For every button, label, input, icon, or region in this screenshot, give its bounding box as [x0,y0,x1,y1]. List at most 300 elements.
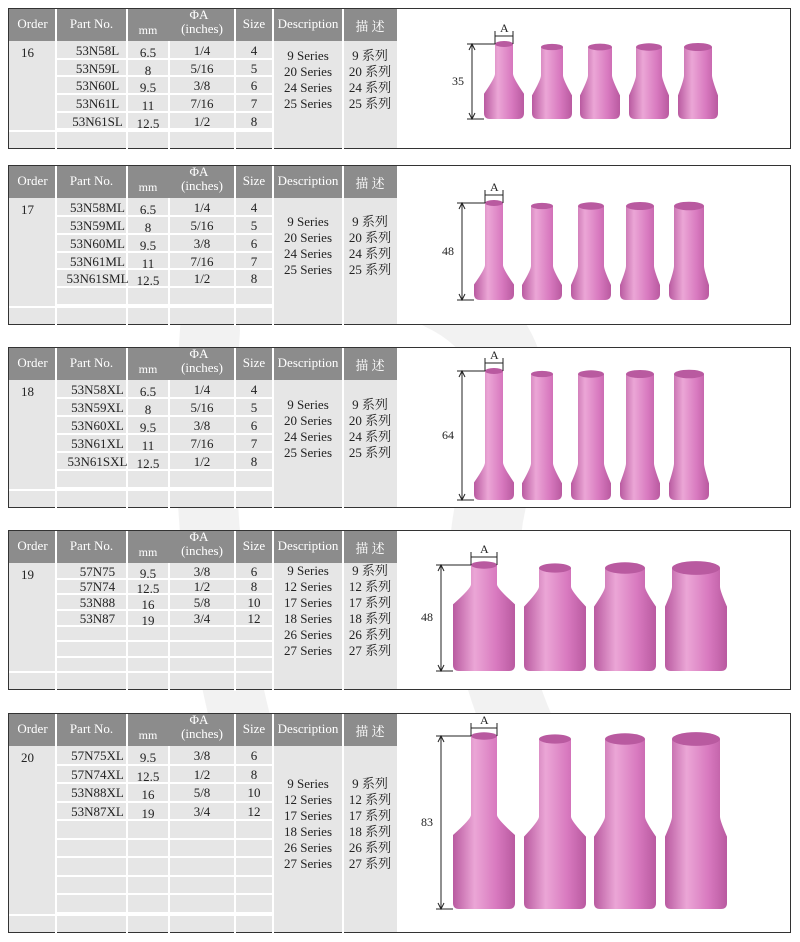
size-value: 6 [250,78,258,94]
ceramic-nozzle [474,371,514,500]
part-number: 53N88 [79,595,116,611]
series-cn: 24 系列 [348,246,392,261]
header-divider [55,9,57,41]
ceramic-nozzle [532,47,572,119]
series-cn: 18 系列 [348,824,392,839]
header-divider [55,166,57,198]
nozzle-opening [605,562,645,573]
series-cn: 17 系列 [348,595,392,610]
diameter-mm: 6.5 [139,201,157,217]
height-label: 83 [421,814,433,829]
nozzle-opening [531,371,553,377]
part-number: 53N87XL [71,803,124,819]
order-number: 17 [21,202,34,217]
series-en: 12 Series [283,579,333,594]
diameter-inches: 7/16 [190,253,214,269]
diameter-mm: 9.5 [139,420,157,435]
header-description: Description [277,173,339,188]
ceramic-nozzle [665,739,727,909]
part-number: 53N61SML [66,271,129,287]
ceramic-nozzle [571,374,611,500]
size-value: 8 [250,579,258,595]
a-label: A [480,542,489,556]
ceramic-nozzle [571,206,611,300]
diameter-inches: 3/8 [193,418,211,433]
diameter-mm: 8 [144,62,152,78]
nozzle-opening [485,368,503,374]
product-section-19 [8,530,791,690]
spec-table [9,9,397,148]
size-value: 8 [250,766,258,782]
part-number: 57N75XL [71,748,124,764]
header-divider [55,531,57,563]
header-mm: mm [138,545,158,559]
ceramic-nozzle [474,203,514,300]
header-mm: mm [138,23,158,37]
spec-table [9,531,397,689]
nozzle-opening [541,44,563,50]
row-divider [56,875,273,877]
part-number: 53N61XL [71,436,124,451]
diameter-mm: 12.5 [136,581,160,597]
a-label: A [490,348,499,362]
series-en: 27 Series [283,856,333,871]
diameter-inches: 1/2 [193,113,211,129]
part-number: 53N60L [75,78,120,94]
header-description: Description [277,16,339,31]
product-image [397,166,790,324]
header-order: Order [17,173,48,188]
part-number: 53N61SL [72,113,123,129]
series-en: 9 Series [287,563,329,578]
diameter-inches: 5/8 [193,595,211,611]
nozzle-opening [636,43,662,50]
header-size: Size [242,16,266,31]
diameter-inches: 1/2 [193,766,211,782]
header-order: Order [17,355,48,370]
series-cn: 17 系列 [348,808,392,823]
product-image [397,714,790,932]
ceramic-nozzle [669,374,709,500]
header-desc-cn: 描 述 [355,541,385,556]
ceramic-nozzle [524,739,586,909]
nozzle-opening [578,202,604,209]
series-cn: 25 系列 [348,95,392,111]
diameter-mm: 19 [141,805,155,821]
diameter-mm: 19 [141,612,155,628]
series-en: 9 Series [287,214,329,229]
header-divider [55,714,57,746]
series-cn: 24 系列 [348,79,392,95]
header-phi-a: ΦA [189,529,209,544]
header-phi-a: ΦA [189,346,209,361]
nozzle-opening [495,41,513,47]
diameter-inches: 7/16 [190,95,214,111]
header-divider [234,531,236,563]
header-divider [342,531,344,563]
row-divider [56,838,273,840]
nozzle-opening [672,561,720,575]
part-number: 53N61ML [70,253,125,269]
header-inches: (inches) [181,21,223,36]
order-number: 18 [21,384,34,399]
header-inches: (inches) [181,543,223,558]
series-cn: 26 系列 [348,627,392,642]
series-en: 24 Series [283,246,333,261]
nozzle-opening [588,44,612,51]
size-value: 6 [250,748,258,764]
size-value: 7 [250,253,258,269]
series-cn: 20 系列 [348,63,392,79]
ceramic-nozzle [620,206,660,300]
diameter-inches: 3/8 [193,78,211,94]
header-inches: (inches) [181,360,223,375]
header-phi-a: ΦA [189,7,209,22]
diameter-inches: 5/16 [190,60,214,76]
part-number: 53N61L [75,95,120,111]
diameter-mm: 16 [141,787,155,803]
series-cn: 12 系列 [348,792,392,807]
header-phi-a: ΦA [189,712,209,727]
diameter-inches: 3/8 [193,748,211,764]
a-label: A [500,21,509,35]
nozzle-illustration [397,714,790,932]
header-divider [342,166,344,198]
size-value: 6 [250,418,258,433]
series-en: 20 Series [283,230,333,245]
diameter-inches: 3/4 [193,610,211,626]
ceramic-nozzle [484,44,524,119]
diameter-mm: 11 [141,255,155,271]
part-number: 53N58L [75,42,120,58]
header-divider [126,348,128,380]
size-value: 10 [247,785,261,801]
product-section-16 [8,8,791,149]
series-en: 27 Series [283,643,333,658]
nozzle-opening [626,370,654,378]
column-divider [55,746,57,934]
diameter-mm: 12.5 [136,273,160,289]
ceramic-nozzle [594,568,656,671]
header-divider [126,531,128,563]
header-inches: (inches) [181,178,223,193]
ceramic-nozzle [453,736,515,909]
diameter-mm: 12.5 [136,115,160,131]
header-divider [234,166,236,198]
header-description: Description [277,355,339,370]
series-cn: 25 系列 [348,444,392,460]
header-description: Description [277,721,339,736]
header-order: Order [17,538,48,553]
part-number: 53N60XL [71,418,124,433]
part-number: 57N74 [79,579,116,595]
diameter-mm: 6.5 [139,44,157,60]
series-cn: 27 系列 [348,856,392,871]
series-cn: 26 系列 [348,840,392,855]
ceramic-nozzle [580,47,620,119]
series-cn: 27 系列 [348,643,392,658]
order-number: 19 [21,567,34,582]
height-label: 64 [442,427,454,442]
diameter-mm: 9.5 [139,750,157,766]
table-footer-line [9,489,273,491]
ceramic-nozzle [522,374,562,500]
series-en: 17 Series [283,595,333,610]
product-image [397,348,790,507]
size-value: 4 [250,382,258,397]
part-number: 57N75 [79,563,116,579]
diameter-mm: 11 [141,438,155,453]
size-value: 8 [250,271,258,287]
table-header [9,166,397,198]
header-divider [234,9,236,41]
header-divider [342,348,344,380]
table-header [9,9,397,41]
diameter-inches: 5/16 [190,400,214,415]
table-footer-line [9,306,273,308]
row-divider [56,893,273,895]
diameter-inches: 7/16 [190,436,214,451]
header-part-no: Part No. [69,721,114,736]
nozzle-opening [626,202,654,210]
a-label: A [490,180,499,194]
part-number: 53N60ML [70,235,125,251]
series-en: 26 Series [283,840,333,855]
header-desc-cn: 描 述 [355,19,385,34]
series-cn: 12 系列 [348,579,392,594]
row-divider [56,640,273,642]
order-number: 16 [21,45,34,60]
series-en: 25 Series [283,262,333,277]
series-en: 26 Series [283,627,333,642]
size-value: 6 [250,235,258,251]
diameter-inches: 5/8 [193,785,211,801]
order-number: 20 [21,750,34,765]
diameter-inches: 1/4 [193,42,211,58]
nozzle-opening [684,43,712,51]
part-number: 53N59XL [71,400,124,415]
header-mm: mm [138,362,158,376]
header-part-no: Part No. [69,355,114,370]
ceramic-nozzle [594,739,656,909]
diameter-inches: 1/4 [193,199,211,215]
header-size: Size [242,173,266,188]
series-cn: 20 系列 [348,412,392,428]
series-cn: 9 系列 [352,47,388,63]
nozzle-illustration [397,166,790,324]
diameter-mm: 8 [144,402,152,417]
nozzle-illustration [397,348,790,507]
nozzle-opening [674,202,704,211]
part-number: 57N74XL [71,766,124,782]
ceramic-nozzle [629,47,669,119]
size-value: 5 [250,400,258,415]
product-section-20 [8,713,791,933]
part-number: 53N59ML [70,217,125,233]
diameter-inches: 5/16 [190,217,214,233]
part-number: 53N88XL [71,785,124,801]
nozzle-illustration [397,531,790,689]
a-label: A [480,714,489,727]
series-en: 24 Series [283,428,333,444]
nozzle-opening [485,200,503,206]
table-header [9,714,397,746]
diameter-inches: 3/8 [193,235,211,251]
nozzle-opening [605,733,645,744]
part-number: 53N87 [79,610,116,626]
size-value: 7 [250,95,258,111]
table-header [9,531,397,563]
size-value: 5 [250,60,258,76]
header-divider [272,9,274,41]
series-cn: 25 系列 [348,262,392,277]
size-value: 4 [250,42,258,58]
diameter-mm: 6.5 [139,384,157,399]
table-header [9,348,397,380]
diameter-inches: 3/4 [193,803,211,819]
product-image [397,9,790,148]
size-value: 5 [250,217,258,233]
part-number: 53N59L [75,60,120,76]
header-desc-cn: 描 述 [355,176,385,191]
size-value: 8 [250,454,258,469]
header-divider [126,9,128,41]
header-mm: mm [138,728,158,742]
header-divider [342,9,344,41]
diameter-mm: 16 [141,597,155,613]
size-value: 8 [250,113,258,129]
series-en: 9 Series [287,47,329,63]
header-size: Size [242,355,266,370]
header-desc-cn: 描 述 [355,724,385,739]
header-inches: (inches) [181,726,223,741]
series-cn: 9 系列 [352,396,388,412]
header-divider [342,714,344,746]
series-en: 20 Series [283,63,333,79]
series-cn: 24 系列 [348,428,392,444]
size-value: 12 [247,610,261,626]
diameter-inches: 1/4 [193,382,211,397]
table-footer-line [9,914,273,916]
header-order: Order [17,16,48,31]
row-divider [56,856,273,858]
header-divider [234,714,236,746]
series-cn: 20 系列 [348,230,392,245]
ceramic-nozzle [524,568,586,671]
diameter-inches: 3/8 [193,563,211,579]
diameter-mm: 12.5 [136,456,160,471]
header-divider [126,166,128,198]
header-phi-a: ΦA [189,164,209,179]
series-en: 9 Series [287,776,329,791]
header-divider [234,348,236,380]
header-desc-cn: 描 述 [355,358,385,373]
part-number: 53N58XL [71,382,124,397]
series-en: 12 Series [283,792,333,807]
nozzle-opening [578,370,604,377]
nozzle-opening [674,370,704,379]
series-cn: 9 系列 [352,214,388,229]
series-en: 25 Series [283,95,333,111]
series-en: 18 Series [283,824,333,839]
part-number: 53N61SXL [67,454,128,469]
row-divider [56,656,273,658]
header-part-no: Part No. [69,538,114,553]
diameter-mm: 9.5 [139,237,157,253]
header-divider [272,531,274,563]
ceramic-nozzle [522,206,562,300]
table-footer-line [9,671,273,673]
product-section-17 [8,165,791,325]
diameter-inches: 1/2 [193,579,211,595]
ceramic-nozzle [453,565,515,671]
header-mm: mm [138,180,158,194]
column-divider [55,41,57,150]
height-label: 35 [452,73,464,88]
series-en: 25 Series [283,444,333,460]
nozzle-opening [531,203,553,209]
header-description: Description [277,538,339,553]
header-divider [126,714,128,746]
diameter-inches: 1/2 [193,454,211,469]
size-value: 4 [250,199,258,215]
diameter-mm: 8 [144,219,152,235]
spec-table [9,166,397,324]
nozzle-opening [471,732,497,739]
series-cn: 18 系列 [348,611,392,626]
spec-table [9,348,397,507]
series-en: 20 Series [283,412,333,428]
header-divider [55,348,57,380]
part-number: 53N58ML [70,199,125,215]
series-en: 24 Series [283,79,333,95]
size-value: 6 [250,563,258,579]
ceramic-nozzle [665,568,727,671]
header-part-no: Part No. [69,173,114,188]
product-section-18 [8,347,791,508]
height-label: 48 [442,243,454,258]
header-divider [272,714,274,746]
series-en: 17 Series [283,808,333,823]
size-value: 7 [250,436,258,451]
diameter-mm: 9.5 [139,565,157,581]
ceramic-nozzle [669,206,709,300]
diameter-mm: 11 [141,97,155,113]
diameter-mm: 9.5 [139,80,157,96]
nozzle-opening [471,561,497,568]
header-order: Order [17,721,48,736]
height-label: 48 [421,610,433,624]
size-value: 12 [247,803,261,819]
product-image [397,531,790,689]
size-value: 10 [247,595,261,611]
header-divider [272,166,274,198]
diameter-inches: 1/2 [193,271,211,287]
series-en: 18 Series [283,611,333,626]
header-size: Size [242,721,266,736]
nozzle-opening [539,563,571,572]
series-cn: 9 系列 [352,563,388,578]
header-size: Size [242,538,266,553]
header-part-no: Part No. [69,16,114,31]
ceramic-nozzle [678,47,718,119]
nozzle-opening [672,732,720,746]
series-cn: 9 系列 [352,776,388,791]
series-en: 9 Series [287,396,329,412]
diameter-mm: 12.5 [136,768,160,784]
header-divider [272,348,274,380]
spec-table [9,714,397,932]
